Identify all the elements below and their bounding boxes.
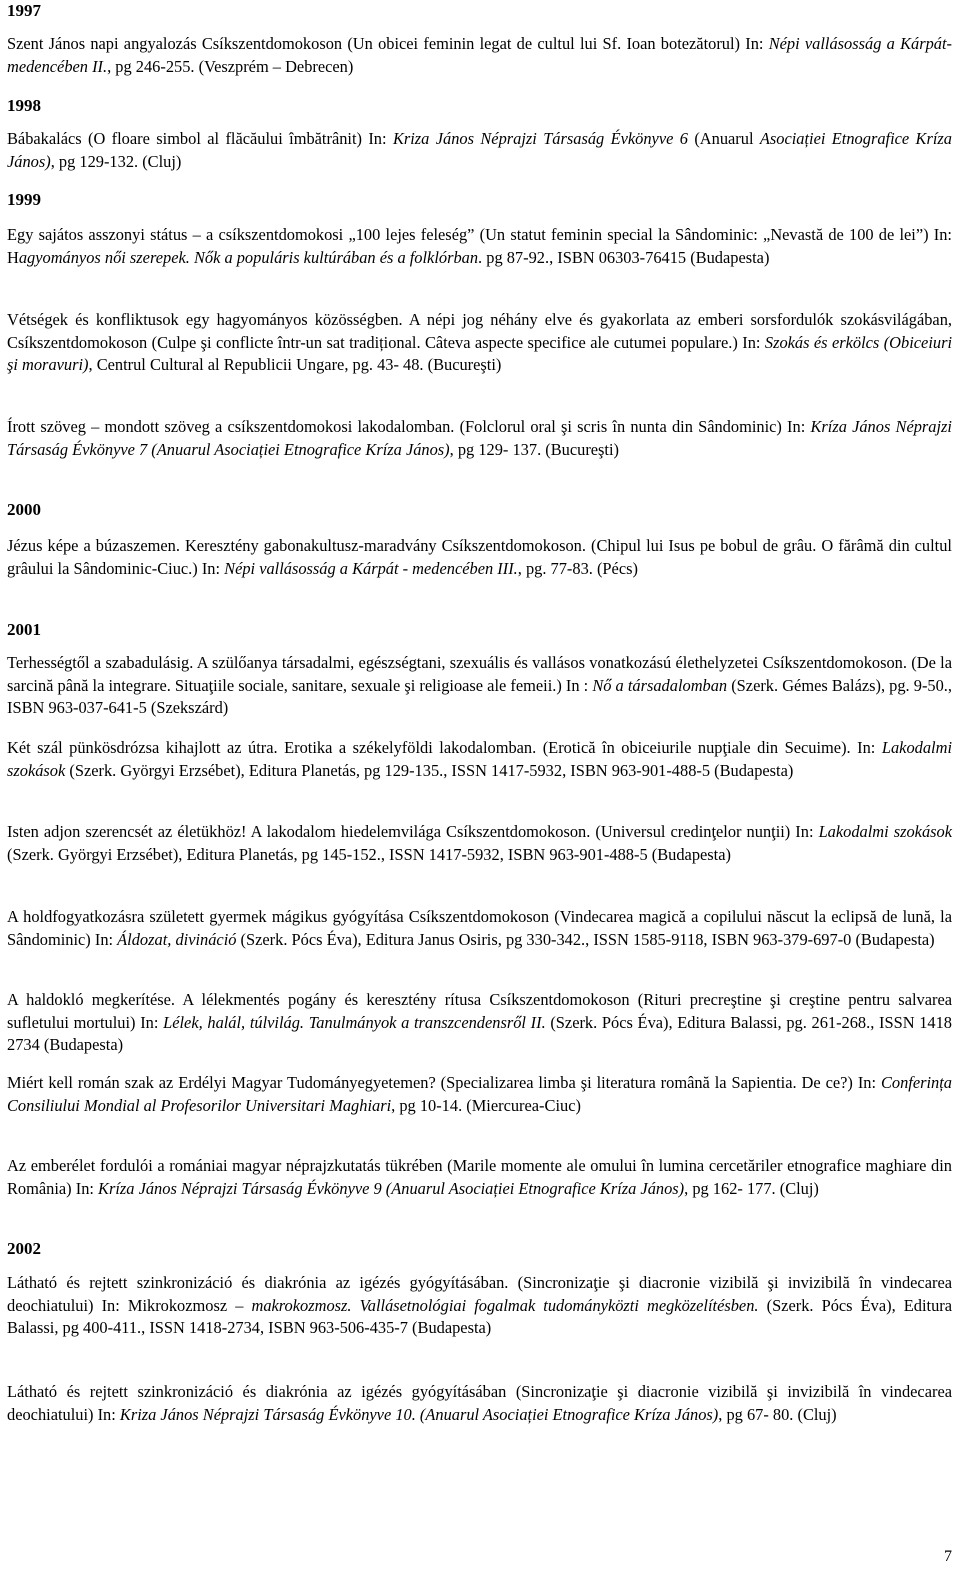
bibliography-entry: Két szál pünkösdrózsa kihajlott az útra. Erotika a székelyföldi lakodalomban. (Erotică în obiceiurile nupţiale din Secuime). In: Lakodalmi szokások (Szerk. Györgyi Erzsébet), Editura Planetás, pg 129-135., ISSN 1417-5932, ISBN 963-901-488-5 (Budapesta): [7, 738, 952, 780]
year-heading: 1998: [7, 96, 41, 115]
year-heading: 2000: [7, 500, 41, 519]
year-heading: 1997: [7, 1, 41, 20]
bibliography-entry: Az emberélet fordulói a romániai magyar néprajzkutatás tükrében (Marile momente ale omului în lumina cercetăriler etnografice maghiare din România) In: Kríza János Néprajzi Társaság Évkönyve 9 (Anuarul Asociației Etnografice Kríza János), pg 162- 177. (Cluj): [7, 1156, 952, 1198]
bibliography-entry: Látható és rejtett szinkronizáció és diakrónia az igézés gyógyításában. (Sincronizaţie şi diacronie vizibilă şi invizibilă în vindecarea deochiatului) In: Mikrokozmosz – makrokozmosz. Vallásetnológiai fogalmak tudományközti megközelítésben. (Szerk. Pócs Éva), Editura Balassi, pg 400-411., ISSN 1418-2734, ISBN 963-506-435-7 (Budapesta): [7, 1273, 953, 1338]
page-number: 7: [944, 1548, 952, 1565]
bibliography-entry: Szent János napi angyalozás Csíkszentdomokoson (Un obicei feminin legat de cultul lui Sf. Ioan botezătorul) In: Népi vallásosság a Kárpát-medencében II., pg 246-255. (Veszprém – Debrecen): [7, 34, 952, 76]
bibliography-entry: Isten adjon szerencsét az életükhöz! A lakodalom hiedelemvilága Csíkszentdomokoson. (Universul credinţelor nunţii) In: Lakodalmi szokások (Szerk. Györgyi Erzsébet), Editura Planetás, pg 145-152., ISSN 1417-5932, ISBN 963-901-488-5 (Budapesta): [7, 822, 952, 864]
bibliography-entry: Vétségek és konfliktusok egy hagyományos közösségben. A népi jog néhány elve és gyakorlata az emberi sorsfordulók szokásvilágában, Csíkszentdomokoson (Culpe şi conflicte într-un sat tradițional. Câteva aspecte specifice ale cutumei populare.) In: Szokás és erkölcs (Obiceiuri şi moravuri), Centrul Cultural al Republicii Ungare, pg. 43- 48. (Bucureşti): [7, 310, 953, 375]
bibliography-entry: A haldokló megkerítése. A lélekmentés pogány és keresztény rítusa Csíkszentdomokoson (Rituri precreştine şi creştine pentru salvarea sufletului mortului) In: Lélek, halál, túlvilág. Tanulmányok a transzcendensről II. (Szerk. Pócs Éva), Editura Balassi, pg. 261-268., ISSN 1418 2734 (Budapesta): [7, 990, 952, 1055]
year-heading: 1999: [7, 190, 41, 209]
bibliography-entry: Terhességtől a szabadulásig. A szülőanya társadalmi, egészségtani, szexuális és vallásos vonatkozású élethelyzetei Csíkszentdomokoson. (De la sarcină până la integrare. Situaţiile sociale, sanitare, sexuale şi religioase ale femeii.) In : Nő a társadalomban (Szerk. Gémes Balázs), pg. 9-50., ISBN 963-037-641-5 (Szekszárd): [7, 653, 952, 718]
bibliography-entry: Bábakalács (O floare simbol al flăcăului îmbătrânit) In: Kriza János Néprajzi Társaság Évkönyve 6 (Anuarul Asociației Etnografice Kríza János), pg 129-132. (Cluj): [7, 129, 952, 171]
bibliography-entry: A holdfogyatkozásra született gyermek mágikus gyógyítása Csíkszentdomokoson (Vindecarea magică a copilului născut la eclipsă de lună, la Sândominic) In: Áldozat, divináció (Szerk. Pócs Éva), Editura Janus Osiris, pg 330-342., ISSN 1585-9118, ISBN 963-379-697-0 (Budapesta): [7, 907, 952, 949]
bibliography-entry: Miért kell román szak az Erdélyi Magyar Tudományegyetemen? (Specializarea limba şi literatura română la Sapientia. De ce?) In: Conferința Consiliului Mondial al Profesorilor Universitari Maghiari, pg 10-14. (Miercurea-Ciuc): [7, 1073, 952, 1115]
year-section-1997: [7, 0, 952, 22]
year-heading: 2002: [7, 1239, 41, 1258]
bibliography-entry: Látható és rejtett szinkronizáció és diakrónia az igézés gyógyításában (Sincronizaţie şi diacronie vizibilă şi invizibilă în vindecarea deochiatului) In: Kriza János Néprajzi Társaság Évkönyve 10. (Anuarul Asociației Etnografice Kríza János), pg 67- 80. (Cluj): [7, 1382, 952, 1424]
bibliography-entry: Jézus képe a búzaszemen. Keresztény gabonakultusz-maradvány Csíkszentdomokoson. (Chipul lui Isus pe bobul de grâu. O fărâmă din cultul grâului la Sândominic-Ciuc.) In: Népi vallásosság a Kárpát - medencében III., pg. 77-83. (Pécs): [7, 536, 952, 578]
bibliography-entry: Írott szöveg – mondott szöveg a csíkszentdomokosi lakodalomban. (Folclorul oral şi scris în nunta din Sândominic) In: Kríza János Néprajzi Társaság Évkönyve 7 (Anuarul Asociației Etnografice Kríza János), pg 129- 137. (Bucureşti): [7, 417, 952, 459]
bibliography-entry: Egy sajátos asszonyi státus – a csíkszentdomokosi „100 lejes feleség” (Un statut feminin special la Sândominic: „Nevastă de 100 de lei”) In: Hagyományos női szerepek. Nők a populáris kultúrában és a folklórban. pg 87-92., ISBN 06303-76415 (Budapesta): [7, 225, 952, 267]
year-heading: 2001: [7, 620, 41, 639]
